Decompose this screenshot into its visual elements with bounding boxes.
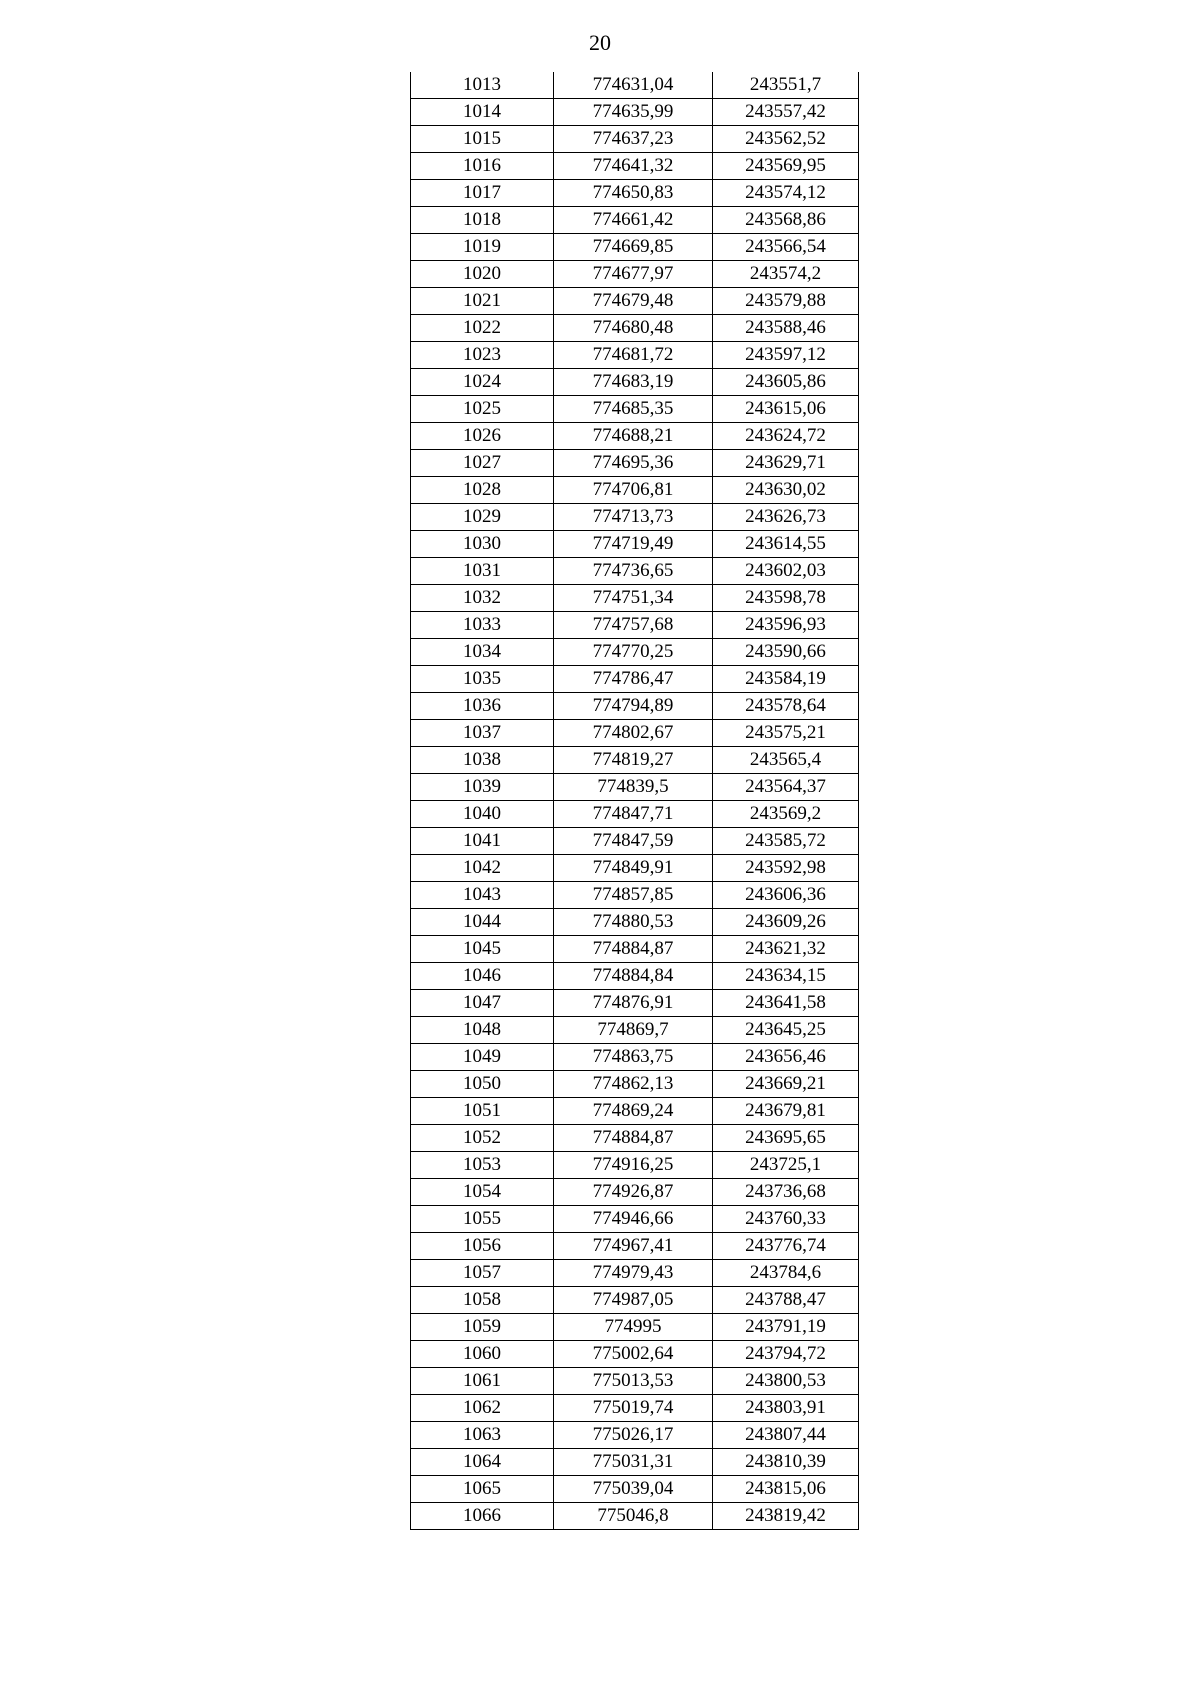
point-number-cell: 1044: [411, 909, 554, 936]
table-row: [411, 855, 859, 882]
table-row: [411, 558, 859, 585]
y-coordinate-cell: 243621,32: [713, 936, 859, 963]
y-coordinate-cell: 243776,74: [713, 1233, 859, 1260]
x-coordinate-cell: 774681,72: [554, 342, 713, 369]
table-row: [411, 261, 859, 288]
table-row: [411, 369, 859, 396]
x-coordinate-cell: 774967,41: [554, 1233, 713, 1260]
point-number-cell: 1053: [411, 1152, 554, 1179]
table-row: [411, 1260, 859, 1287]
table-row: [411, 1071, 859, 1098]
x-coordinate-cell: 774869,7: [554, 1017, 713, 1044]
point-number-cell: 1018: [411, 207, 554, 234]
point-number-cell: 1028: [411, 477, 554, 504]
y-coordinate-cell: 243800,53: [713, 1368, 859, 1395]
table-row: [411, 531, 859, 558]
y-coordinate-cell: 243575,21: [713, 720, 859, 747]
x-coordinate-cell: 774713,73: [554, 504, 713, 531]
x-coordinate-cell: 774995: [554, 1314, 713, 1341]
y-coordinate-cell: 243578,64: [713, 693, 859, 720]
y-coordinate-cell: 243645,25: [713, 1017, 859, 1044]
y-coordinate-cell: 243810,39: [713, 1449, 859, 1476]
y-coordinate-cell: 243807,44: [713, 1422, 859, 1449]
point-number-cell: 1055: [411, 1206, 554, 1233]
point-number-cell: 1013: [411, 72, 554, 99]
point-number-cell: 1040: [411, 801, 554, 828]
point-number-cell: 1016: [411, 153, 554, 180]
point-number-cell: 1046: [411, 963, 554, 990]
page-number: 20: [589, 30, 611, 55]
point-number-cell: 1045: [411, 936, 554, 963]
table-row: [411, 612, 859, 639]
table-row: [411, 1017, 859, 1044]
table-row: [411, 1287, 859, 1314]
point-number-cell: 1051: [411, 1098, 554, 1125]
y-coordinate-cell: 243736,68: [713, 1179, 859, 1206]
y-coordinate-cell: 243579,88: [713, 288, 859, 315]
x-coordinate-cell: 774839,5: [554, 774, 713, 801]
point-number-cell: 1024: [411, 369, 554, 396]
y-coordinate-cell: 243788,47: [713, 1287, 859, 1314]
table-row: [411, 423, 859, 450]
x-coordinate-cell: 774679,48: [554, 288, 713, 315]
y-coordinate-cell: 243565,4: [713, 747, 859, 774]
y-coordinate-cell: 243629,71: [713, 450, 859, 477]
y-coordinate-cell: 243574,12: [713, 180, 859, 207]
point-number-cell: 1059: [411, 1314, 554, 1341]
point-number-cell: 1066: [411, 1503, 554, 1530]
y-coordinate-cell: 243557,42: [713, 99, 859, 126]
point-number-cell: 1020: [411, 261, 554, 288]
table-row: [411, 774, 859, 801]
point-number-cell: 1061: [411, 1368, 554, 1395]
point-number-cell: 1058: [411, 1287, 554, 1314]
table-row: [411, 315, 859, 342]
table-row: [411, 693, 859, 720]
y-coordinate-cell: 243669,21: [713, 1071, 859, 1098]
table-row: [411, 585, 859, 612]
point-number-cell: 1043: [411, 882, 554, 909]
table-row: [411, 882, 859, 909]
y-coordinate-cell: 243564,37: [713, 774, 859, 801]
coordinates-table: [410, 72, 859, 1530]
y-coordinate-cell: 243784,6: [713, 1260, 859, 1287]
table-row: [411, 909, 859, 936]
table-row: [411, 801, 859, 828]
x-coordinate-cell: 774819,27: [554, 747, 713, 774]
table-row: [411, 1368, 859, 1395]
x-coordinate-cell: 774719,49: [554, 531, 713, 558]
x-coordinate-cell: 774683,19: [554, 369, 713, 396]
point-number-cell: 1060: [411, 1341, 554, 1368]
x-coordinate-cell: 774661,42: [554, 207, 713, 234]
y-coordinate-cell: 243605,86: [713, 369, 859, 396]
point-number-cell: 1063: [411, 1422, 554, 1449]
x-coordinate-cell: 774637,23: [554, 126, 713, 153]
point-number-cell: 1065: [411, 1476, 554, 1503]
y-coordinate-cell: 243614,55: [713, 531, 859, 558]
y-coordinate-cell: 243598,78: [713, 585, 859, 612]
x-coordinate-cell: 774876,91: [554, 990, 713, 1017]
y-coordinate-cell: 243725,1: [713, 1152, 859, 1179]
y-coordinate-cell: 243626,73: [713, 504, 859, 531]
point-number-cell: 1064: [411, 1449, 554, 1476]
y-coordinate-cell: 243596,93: [713, 612, 859, 639]
x-coordinate-cell: 774884,84: [554, 963, 713, 990]
x-coordinate-cell: 774631,04: [554, 72, 713, 99]
point-number-cell: 1038: [411, 747, 554, 774]
x-coordinate-cell: 775039,04: [554, 1476, 713, 1503]
y-coordinate-cell: 243602,03: [713, 558, 859, 585]
y-coordinate-cell: 243760,33: [713, 1206, 859, 1233]
y-coordinate-cell: 243641,58: [713, 990, 859, 1017]
x-coordinate-cell: 774847,59: [554, 828, 713, 855]
y-coordinate-cell: 243597,12: [713, 342, 859, 369]
x-coordinate-cell: 774979,43: [554, 1260, 713, 1287]
point-number-cell: 1041: [411, 828, 554, 855]
x-coordinate-cell: 774786,47: [554, 666, 713, 693]
point-number-cell: 1029: [411, 504, 554, 531]
point-number-cell: 1021: [411, 288, 554, 315]
point-number-cell: 1035: [411, 666, 554, 693]
table-row: [411, 828, 859, 855]
point-number-cell: 1037: [411, 720, 554, 747]
table-row: [411, 1044, 859, 1071]
x-coordinate-cell: 774946,66: [554, 1206, 713, 1233]
table-row: [411, 936, 859, 963]
table-row: [411, 990, 859, 1017]
x-coordinate-cell: 774641,32: [554, 153, 713, 180]
x-coordinate-cell: 774802,67: [554, 720, 713, 747]
point-number-cell: 1026: [411, 423, 554, 450]
x-coordinate-cell: 775013,53: [554, 1368, 713, 1395]
y-coordinate-cell: 243592,98: [713, 855, 859, 882]
table-row: [411, 1152, 859, 1179]
x-coordinate-cell: 774884,87: [554, 936, 713, 963]
table-row: [411, 504, 859, 531]
point-number-cell: 1031: [411, 558, 554, 585]
y-coordinate-cell: 243562,52: [713, 126, 859, 153]
table-row: [411, 1476, 859, 1503]
table-row: [411, 747, 859, 774]
y-coordinate-cell: 243585,72: [713, 828, 859, 855]
table-row: [411, 180, 859, 207]
table-row: [411, 342, 859, 369]
x-coordinate-cell: 775046,8: [554, 1503, 713, 1530]
x-coordinate-cell: 774849,91: [554, 855, 713, 882]
y-coordinate-cell: 243574,2: [713, 261, 859, 288]
point-number-cell: 1033: [411, 612, 554, 639]
point-number-cell: 1057: [411, 1260, 554, 1287]
x-coordinate-cell: 774757,68: [554, 612, 713, 639]
point-number-cell: 1030: [411, 531, 554, 558]
x-coordinate-cell: 775031,31: [554, 1449, 713, 1476]
table-row: [411, 1395, 859, 1422]
table-row: [411, 963, 859, 990]
x-coordinate-cell: 775002,64: [554, 1341, 713, 1368]
table-row: [411, 1314, 859, 1341]
point-number-cell: 1049: [411, 1044, 554, 1071]
x-coordinate-cell: 774706,81: [554, 477, 713, 504]
point-number-cell: 1054: [411, 1179, 554, 1206]
x-coordinate-cell: 774863,75: [554, 1044, 713, 1071]
point-number-cell: 1048: [411, 1017, 554, 1044]
y-coordinate-cell: 243634,15: [713, 963, 859, 990]
x-coordinate-cell: 774847,71: [554, 801, 713, 828]
table-row: [411, 666, 859, 693]
point-number-cell: 1032: [411, 585, 554, 612]
point-number-cell: 1014: [411, 99, 554, 126]
x-coordinate-cell: 774857,85: [554, 882, 713, 909]
table-row: [411, 477, 859, 504]
x-coordinate-cell: 774695,36: [554, 450, 713, 477]
x-coordinate-cell: 774677,97: [554, 261, 713, 288]
point-number-cell: 1050: [411, 1071, 554, 1098]
point-number-cell: 1025: [411, 396, 554, 423]
y-coordinate-cell: 243794,72: [713, 1341, 859, 1368]
point-number-cell: 1052: [411, 1125, 554, 1152]
y-coordinate-cell: 243568,86: [713, 207, 859, 234]
table-row: [411, 639, 859, 666]
x-coordinate-cell: 774926,87: [554, 1179, 713, 1206]
table-row: [411, 1233, 859, 1260]
x-coordinate-cell: 775026,17: [554, 1422, 713, 1449]
y-coordinate-cell: 243624,72: [713, 423, 859, 450]
y-coordinate-cell: 243590,66: [713, 639, 859, 666]
table-row: [411, 1098, 859, 1125]
point-number-cell: 1039: [411, 774, 554, 801]
table-row: [411, 1422, 859, 1449]
x-coordinate-cell: 774635,99: [554, 99, 713, 126]
y-coordinate-cell: 243815,06: [713, 1476, 859, 1503]
point-number-cell: 1042: [411, 855, 554, 882]
table-row: [411, 1449, 859, 1476]
table-row: [411, 72, 859, 99]
y-coordinate-cell: 243615,06: [713, 396, 859, 423]
y-coordinate-cell: 243569,95: [713, 153, 859, 180]
point-number-cell: 1056: [411, 1233, 554, 1260]
y-coordinate-cell: 243588,46: [713, 315, 859, 342]
x-coordinate-cell: 774862,13: [554, 1071, 713, 1098]
table-row: [411, 1206, 859, 1233]
x-coordinate-cell: 774680,48: [554, 315, 713, 342]
y-coordinate-cell: 243566,54: [713, 234, 859, 261]
coordinates-table-body: [411, 72, 859, 1530]
y-coordinate-cell: 243584,19: [713, 666, 859, 693]
y-coordinate-cell: 243569,2: [713, 801, 859, 828]
x-coordinate-cell: 774987,05: [554, 1287, 713, 1314]
y-coordinate-cell: 243630,02: [713, 477, 859, 504]
x-coordinate-cell: 774688,21: [554, 423, 713, 450]
point-number-cell: 1023: [411, 342, 554, 369]
table-row: [411, 720, 859, 747]
y-coordinate-cell: 243551,7: [713, 72, 859, 99]
table-row: [411, 1503, 859, 1530]
point-number-cell: 1034: [411, 639, 554, 666]
table-row: [411, 207, 859, 234]
table-row: [411, 1179, 859, 1206]
y-coordinate-cell: 243656,46: [713, 1044, 859, 1071]
table-row: [411, 153, 859, 180]
y-coordinate-cell: 243606,36: [713, 882, 859, 909]
table-row: [411, 288, 859, 315]
point-number-cell: 1047: [411, 990, 554, 1017]
x-coordinate-cell: 774751,34: [554, 585, 713, 612]
x-coordinate-cell: 774916,25: [554, 1152, 713, 1179]
table-row: [411, 1341, 859, 1368]
table-row: [411, 234, 859, 261]
table-row: [411, 396, 859, 423]
y-coordinate-cell: 243695,65: [713, 1125, 859, 1152]
y-coordinate-cell: 243679,81: [713, 1098, 859, 1125]
point-number-cell: 1019: [411, 234, 554, 261]
x-coordinate-cell: 774650,83: [554, 180, 713, 207]
y-coordinate-cell: 243609,26: [713, 909, 859, 936]
y-coordinate-cell: 243791,19: [713, 1314, 859, 1341]
point-number-cell: 1027: [411, 450, 554, 477]
x-coordinate-cell: 774685,35: [554, 396, 713, 423]
point-number-cell: 1015: [411, 126, 554, 153]
x-coordinate-cell: 774884,87: [554, 1125, 713, 1152]
y-coordinate-cell: 243803,91: [713, 1395, 859, 1422]
point-number-cell: 1022: [411, 315, 554, 342]
x-coordinate-cell: 775019,74: [554, 1395, 713, 1422]
table-row: [411, 99, 859, 126]
x-coordinate-cell: 774669,85: [554, 234, 713, 261]
table-row: [411, 126, 859, 153]
x-coordinate-cell: 774770,25: [554, 639, 713, 666]
point-number-cell: 1062: [411, 1395, 554, 1422]
x-coordinate-cell: 774736,65: [554, 558, 713, 585]
x-coordinate-cell: 774794,89: [554, 693, 713, 720]
y-coordinate-cell: 243819,42: [713, 1503, 859, 1530]
point-number-cell: 1017: [411, 180, 554, 207]
x-coordinate-cell: 774869,24: [554, 1098, 713, 1125]
table-row: [411, 450, 859, 477]
point-number-cell: 1036: [411, 693, 554, 720]
table-row: [411, 1125, 859, 1152]
x-coordinate-cell: 774880,53: [554, 909, 713, 936]
